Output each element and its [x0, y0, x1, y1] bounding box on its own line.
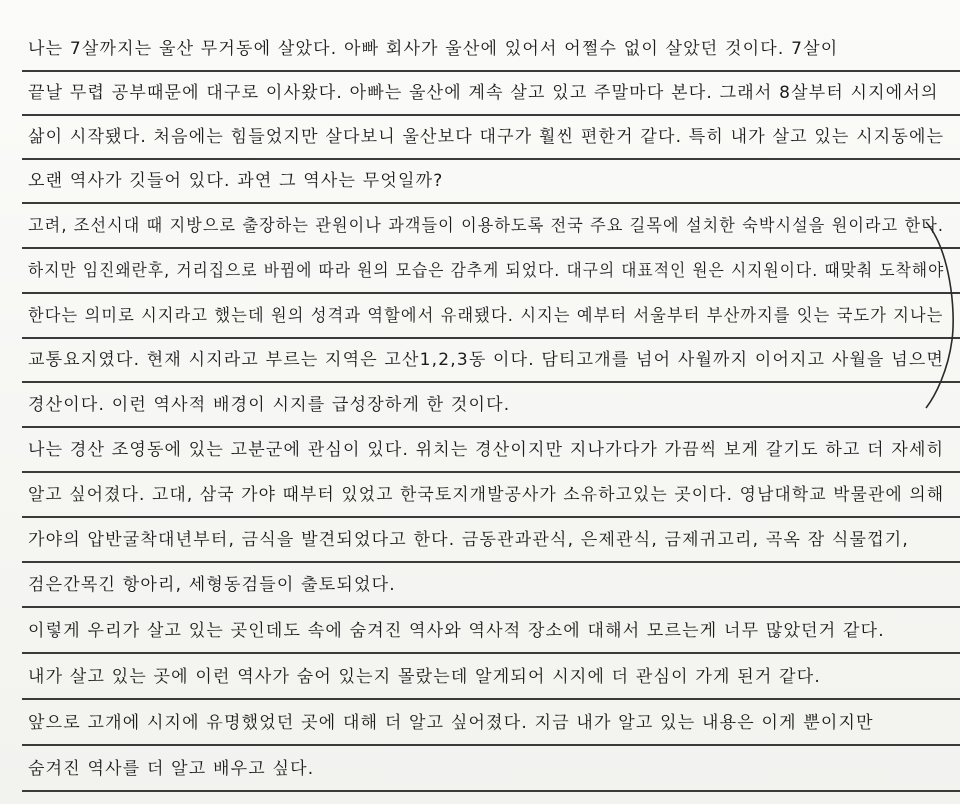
essay-line: 숨겨진 역사를 더 알고 배우고 싶다.	[28, 759, 315, 779]
essay-line: 이렇게 우리가 살고 있는 곳인데도 속에 숨겨진 역사와 역사적 장소에 대해서 모르는게 너무 많았던거 같다.	[28, 621, 885, 641]
essay-line: 내가 살고 있는 곳에 이런 역사가 숨어 있는지 몰랐는데 알게되어 시지에 더 관심이 가게 된거 같다.	[28, 667, 821, 687]
essay-line: 경산이다. 이런 역사적 배경이 시지를 급성장하게 한 것이다.	[28, 395, 511, 415]
essay-line: 오랜 역사가 깃들어 있다. 과연 그 역사는 무엇일까?	[28, 171, 444, 191]
essay-line: 끝날 무렵 공부때문에 대구로 이사왔다. 아빠는 울산에 계속 살고 있고 주말마다 본다. 그래서 8살부터 시지에서의	[28, 83, 939, 103]
essay-line: 한다는 의미로 시지라고 했는데 원의 성격과 역할에서 유래됐다. 시지는 예부터 서울부터 부산까지를 잇는 국도가 지나는	[28, 306, 944, 326]
essay-line: 교통요지였다. 현재 시지라고 부르는 지역은 고산1,2,3동 이다. 담티고개를 넘어 사월까지 이어지고 사월을 넘으면	[28, 350, 945, 370]
essay-line: 검은간목긴 항아리, 세형동검들이 출토되었다.	[28, 575, 396, 595]
essay-line: 알고 싶어졌다. 고대, 삼국 가야 때부터 있었고 한국토지개발공사가 소유하고있는 곳이다. 영남대학교 박물관에 의해	[28, 485, 945, 505]
essay-line: 삶이 시작됐다. 처음에는 힘들었지만 살다보니 울산보다 대구가 훨씬 편한거 같다. 특히 내가 살고 있는 시지동에는	[28, 127, 944, 147]
essay-line: 나는 경산 조영동에 있는 고분군에 관심이 있다. 위치는 경산이지만 지나가다가 가끔씩 보게 갈기도 하고 더 자세히	[28, 440, 944, 460]
essay-line: 고려, 조선시대 때 지방으로 출장하는 관원이나 과객들이 이용하도록 전국 주요 길목에 설치한 숙박시설을 원이라고 한다.	[28, 216, 945, 236]
essay-line: 하지만 임진왜란후, 거리집으로 바뀜에 따라 원의 모습은 감추게 되었다. 대구의 대표적인 원은 시지원이다. 때맞춰 도착해야	[28, 261, 945, 281]
essay-line: 가야의 압반굴착대년부터, 금식을 발견되었다고 한다. 금동관과관식, 은제관식, 금제귀고리, 곡옥 잠 식물껍기,	[28, 530, 910, 550]
essay-line: 나는 7살까지는 울산 무거동에 살았다. 아빠 회사가 울산에 있어서 어쩔수 없이 살았던 것이다. 7살이	[28, 39, 839, 59]
essay-line: 앞으로 고개에 시지에 유명했었던 곳에 대해 더 알고 싶어졌다. 지금 내가 알고 있는 내용은 이게 뿐이지만	[28, 713, 874, 733]
